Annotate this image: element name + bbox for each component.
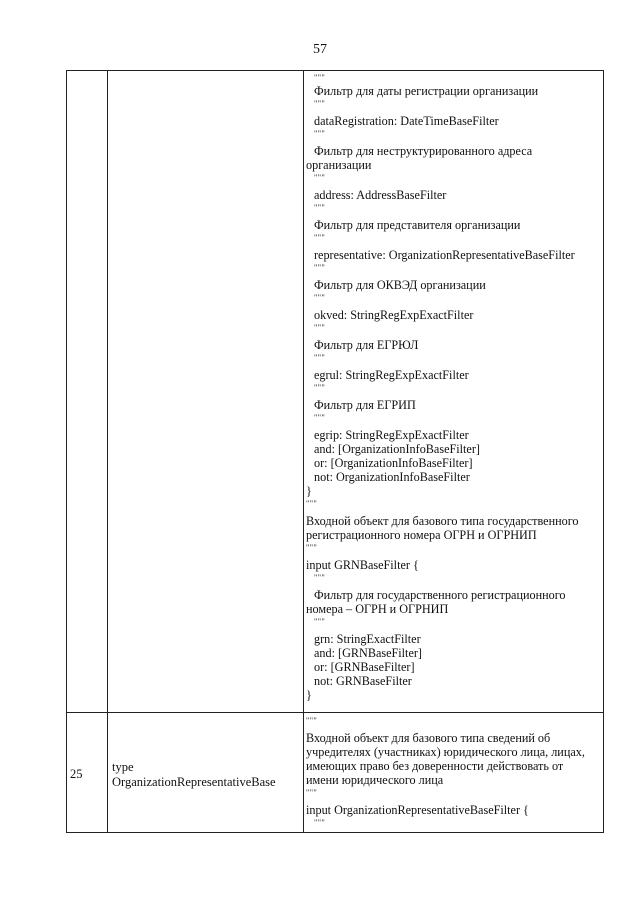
code-line: or: [GRNBaseFilter]: [314, 660, 415, 674]
code-line: Входной объект для базового типа государственного: [306, 514, 579, 528]
docstring-quotes: """: [314, 383, 326, 392]
table-left-border: [66, 70, 67, 833]
docstring-quotes: """: [314, 173, 326, 182]
docstring-quotes: """: [314, 233, 326, 242]
code-line: Фильтр для ОКВЭД организации: [314, 278, 486, 292]
code-line: egrul: StringRegExpExactFilter: [314, 368, 469, 382]
code-line: input GRNBaseFilter {: [306, 558, 419, 572]
code-line: имени юридического лица: [306, 773, 444, 787]
docstring-quotes: """: [306, 499, 318, 508]
docstring-quotes: """: [314, 617, 326, 626]
docstring-quotes: """: [314, 99, 326, 108]
code-cell-continuation: [306, 72, 608, 702]
docstring-quotes: """: [314, 263, 326, 272]
code-line: or: [OrganizationInfoBaseFilter]: [314, 456, 473, 470]
docstring-quotes: """: [306, 543, 318, 552]
column-divider-2: [303, 70, 304, 833]
code-line: номера – ОГРН и ОГРНИП: [306, 602, 449, 616]
row-separator: [66, 712, 604, 713]
code-line: Фильтр для государственного регистрационного: [314, 588, 566, 602]
docstring-quotes: """: [314, 323, 326, 332]
code-line: not: OrganizationInfoBaseFilter: [314, 470, 470, 484]
code-line: имеющих право без доверенности действовать от: [306, 759, 564, 773]
table-bottom-border: [66, 832, 604, 833]
code-line: регистрационного номера ОГРН и ОГРНИП: [306, 528, 537, 542]
docstring-quotes: """: [314, 413, 326, 422]
page-number: 57: [313, 42, 327, 57]
code-line: организации: [306, 158, 372, 172]
code-line: Входной объект для базового типа сведений об: [306, 731, 551, 745]
code-line: Фильтр для неструктурированного адреса: [314, 144, 533, 158]
table-top-border: [66, 70, 604, 71]
code-line: representative: OrganizationRepresentativeBaseFilter: [314, 248, 575, 262]
code-line: dataRegistration: DateTimeBaseFilter: [314, 114, 499, 128]
code-line: and: [GRNBaseFilter]: [314, 646, 422, 660]
docstring-quotes: """: [314, 73, 326, 82]
docstring-quotes: """: [314, 573, 326, 582]
code-line: учредителях (участниках) юридического лица, лицах,: [306, 745, 585, 759]
code-line: }: [306, 484, 312, 498]
code-line: address: AddressBaseFilter: [314, 188, 447, 202]
code-line: not: GRNBaseFilter: [314, 674, 412, 688]
code-line: Фильтр для ЕГРЮЛ: [314, 338, 419, 352]
code-line: input OrganizationRepresentativeBaseFilter {: [306, 803, 529, 817]
code-line: grn: StringExactFilter: [314, 632, 421, 646]
row-number-cell: 25: [70, 767, 83, 781]
docstring-quotes: """: [314, 129, 326, 138]
column-divider-1: [107, 70, 108, 833]
code-line: okved: StringRegExpExactFilter: [314, 308, 474, 322]
code-line: egrip: StringRegExpExactFilter: [314, 428, 469, 442]
docstring-quotes: """: [314, 818, 326, 827]
code-line: Фильтр для даты регистрации организации: [314, 84, 539, 98]
code-line: and: [OrganizationInfoBaseFilter]: [314, 442, 480, 456]
docstring-quotes: """: [314, 203, 326, 212]
docstring-quotes: """: [314, 353, 326, 362]
type-keyword: type: [112, 760, 134, 774]
code-line: Фильтр для представителя организации: [314, 218, 521, 232]
docstring-quotes: """: [314, 293, 326, 302]
docstring-quotes: """: [306, 788, 318, 797]
type-name: OrganizationRepresentativeBase: [112, 775, 276, 789]
type-name-cell: [112, 760, 276, 790]
code-line: }: [306, 688, 312, 702]
docstring-quotes: """: [306, 716, 318, 725]
code-cell-row25: [306, 715, 608, 829]
code-line: Фильтр для ЕГРИП: [314, 398, 416, 412]
